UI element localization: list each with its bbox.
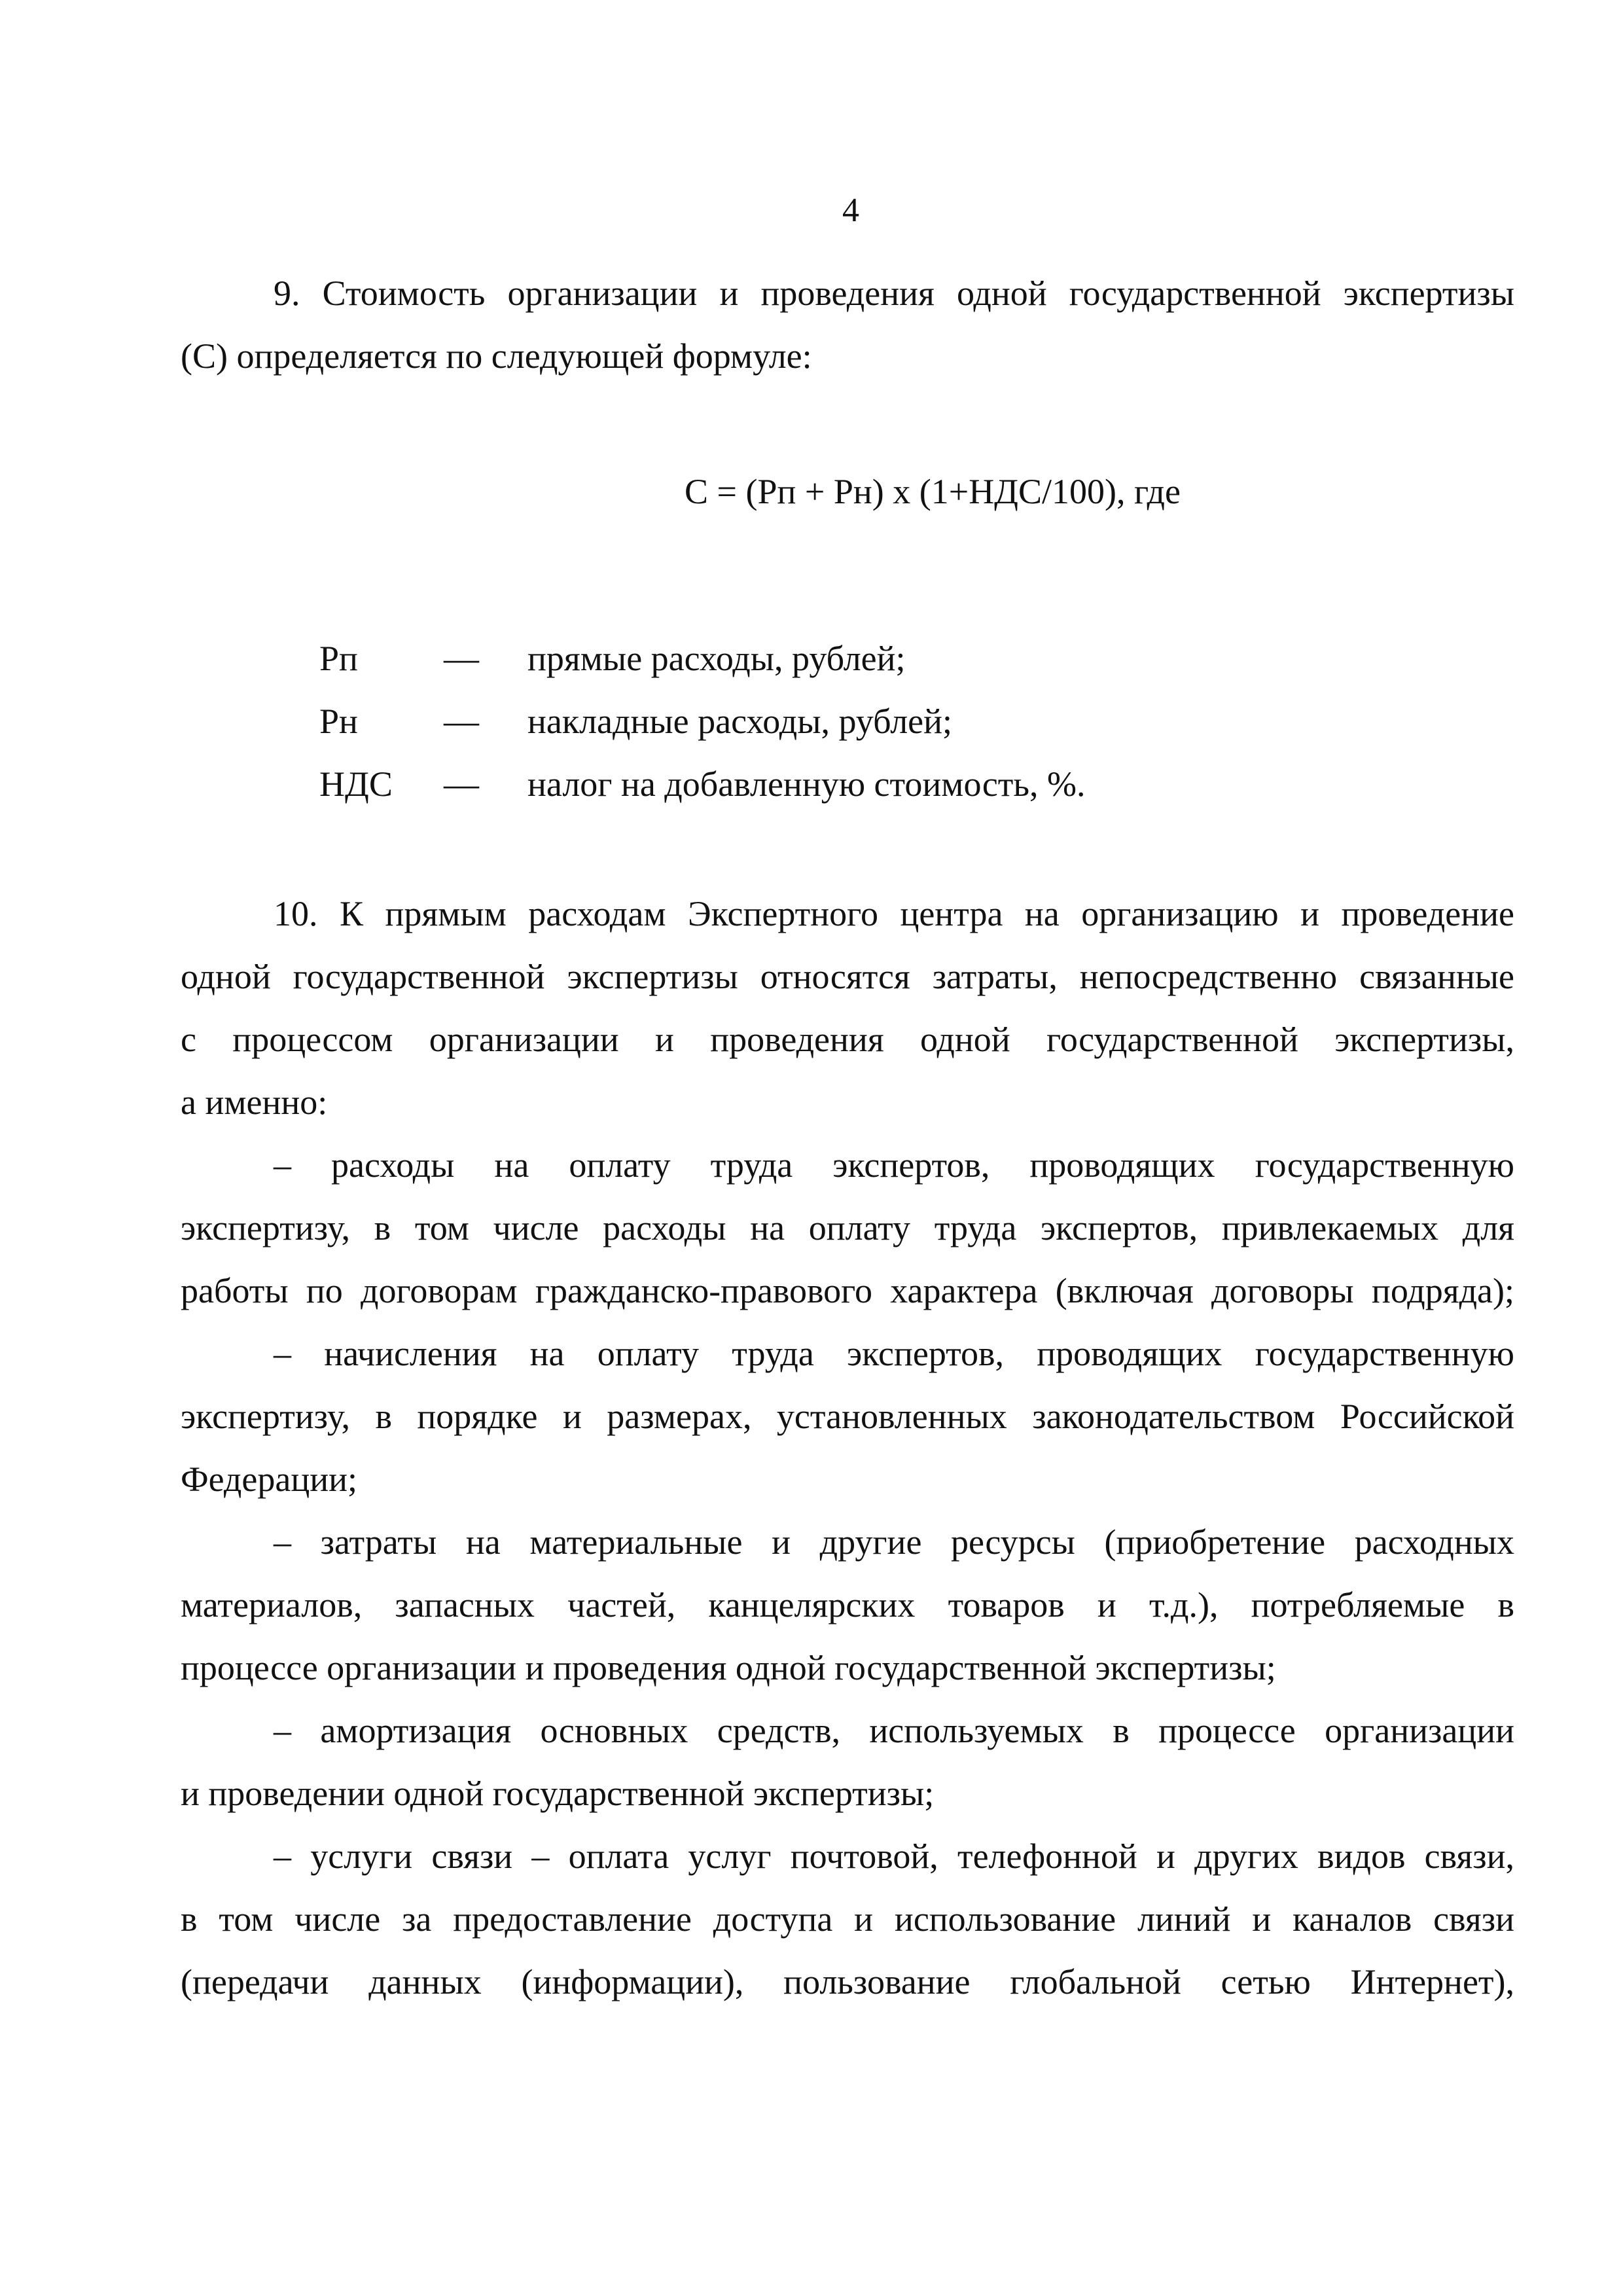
list-item-line: работы по договорам гражданско-правового характера (включая договоры подряда); bbox=[181, 1271, 1514, 1310]
paragraph-line: 9. Стоимость организации и проведения одной государственной экспертизы bbox=[274, 274, 1514, 313]
definition-dash: — bbox=[444, 764, 479, 804]
paragraph-10 bbox=[181, 882, 1514, 2013]
definition-text: прямые расходы, рублей; bbox=[527, 639, 906, 678]
list-item-line: в том числе за предоставление доступа и использование линий и каналов связи bbox=[181, 1899, 1514, 1939]
list-item-line: Федерации; bbox=[181, 1460, 358, 1499]
definition-symbol: Рн bbox=[319, 702, 358, 741]
paragraph-9 bbox=[181, 262, 1514, 387]
paragraph-line: 10. К прямым расходам Экспертного центра на организацию и проведение bbox=[274, 894, 1514, 933]
list-item-line: процессе организации и проведения одной государственной экспертизы; bbox=[181, 1648, 1276, 1687]
list-item-line: – начисления на оплату труда экспертов, проводящих государственную bbox=[274, 1334, 1514, 1373]
page-number: 4 bbox=[842, 192, 859, 229]
list-item-line: – расходы на оплату труда экспертов, проводящих государственную bbox=[274, 1145, 1514, 1185]
list-item-line: (передачи данных (информации), пользование глобальной сетью Интернет), bbox=[181, 1962, 1514, 2001]
definition-text: накладные расходы, рублей; bbox=[527, 702, 953, 741]
paragraph-line: с процессом организации и проведения одной государственной экспертизы, bbox=[181, 1020, 1514, 1059]
definition-text: налог на добавленную стоимость, %. bbox=[527, 764, 1086, 804]
list-item-line: материалов, запасных частей, канцелярских товаров и т.д.), потребляемые в bbox=[181, 1585, 1514, 1624]
list-item-line: – амортизация основных средств, используемых в процессе организации bbox=[274, 1711, 1514, 1750]
paragraph-line: а именно: bbox=[181, 1083, 328, 1122]
definition-symbol: Рп bbox=[319, 639, 358, 678]
paragraph-line: (С) определяется по следующей формуле: bbox=[181, 336, 812, 376]
definition-symbol: НДС bbox=[319, 764, 393, 804]
definition-dash: — bbox=[444, 702, 479, 741]
list-item-line: экспертизу, в том числе расходы на оплату труда экспертов, привлекаемых для bbox=[181, 1208, 1514, 1247]
paragraph-line: одной государственной экспертизы относятся затраты, непосредственно связанные bbox=[181, 957, 1514, 996]
list-item-line: – услуги связи – оплата услуг почтовой, телефонной и других видов связи, bbox=[274, 1837, 1514, 1876]
definition-dash: — bbox=[444, 639, 479, 678]
cost-formula: С = (Рп + Рн) х (1+НДС/100), где bbox=[685, 472, 1181, 511]
list-item-line: экспертизу, в порядке и размерах, установленных законодательством Российской bbox=[181, 1397, 1514, 1436]
list-item-line: – затраты на материальные и другие ресурсы (приобретение расходных bbox=[274, 1522, 1514, 1562]
list-item-line: и проведении одной государственной экспертизы; bbox=[181, 1774, 935, 1813]
